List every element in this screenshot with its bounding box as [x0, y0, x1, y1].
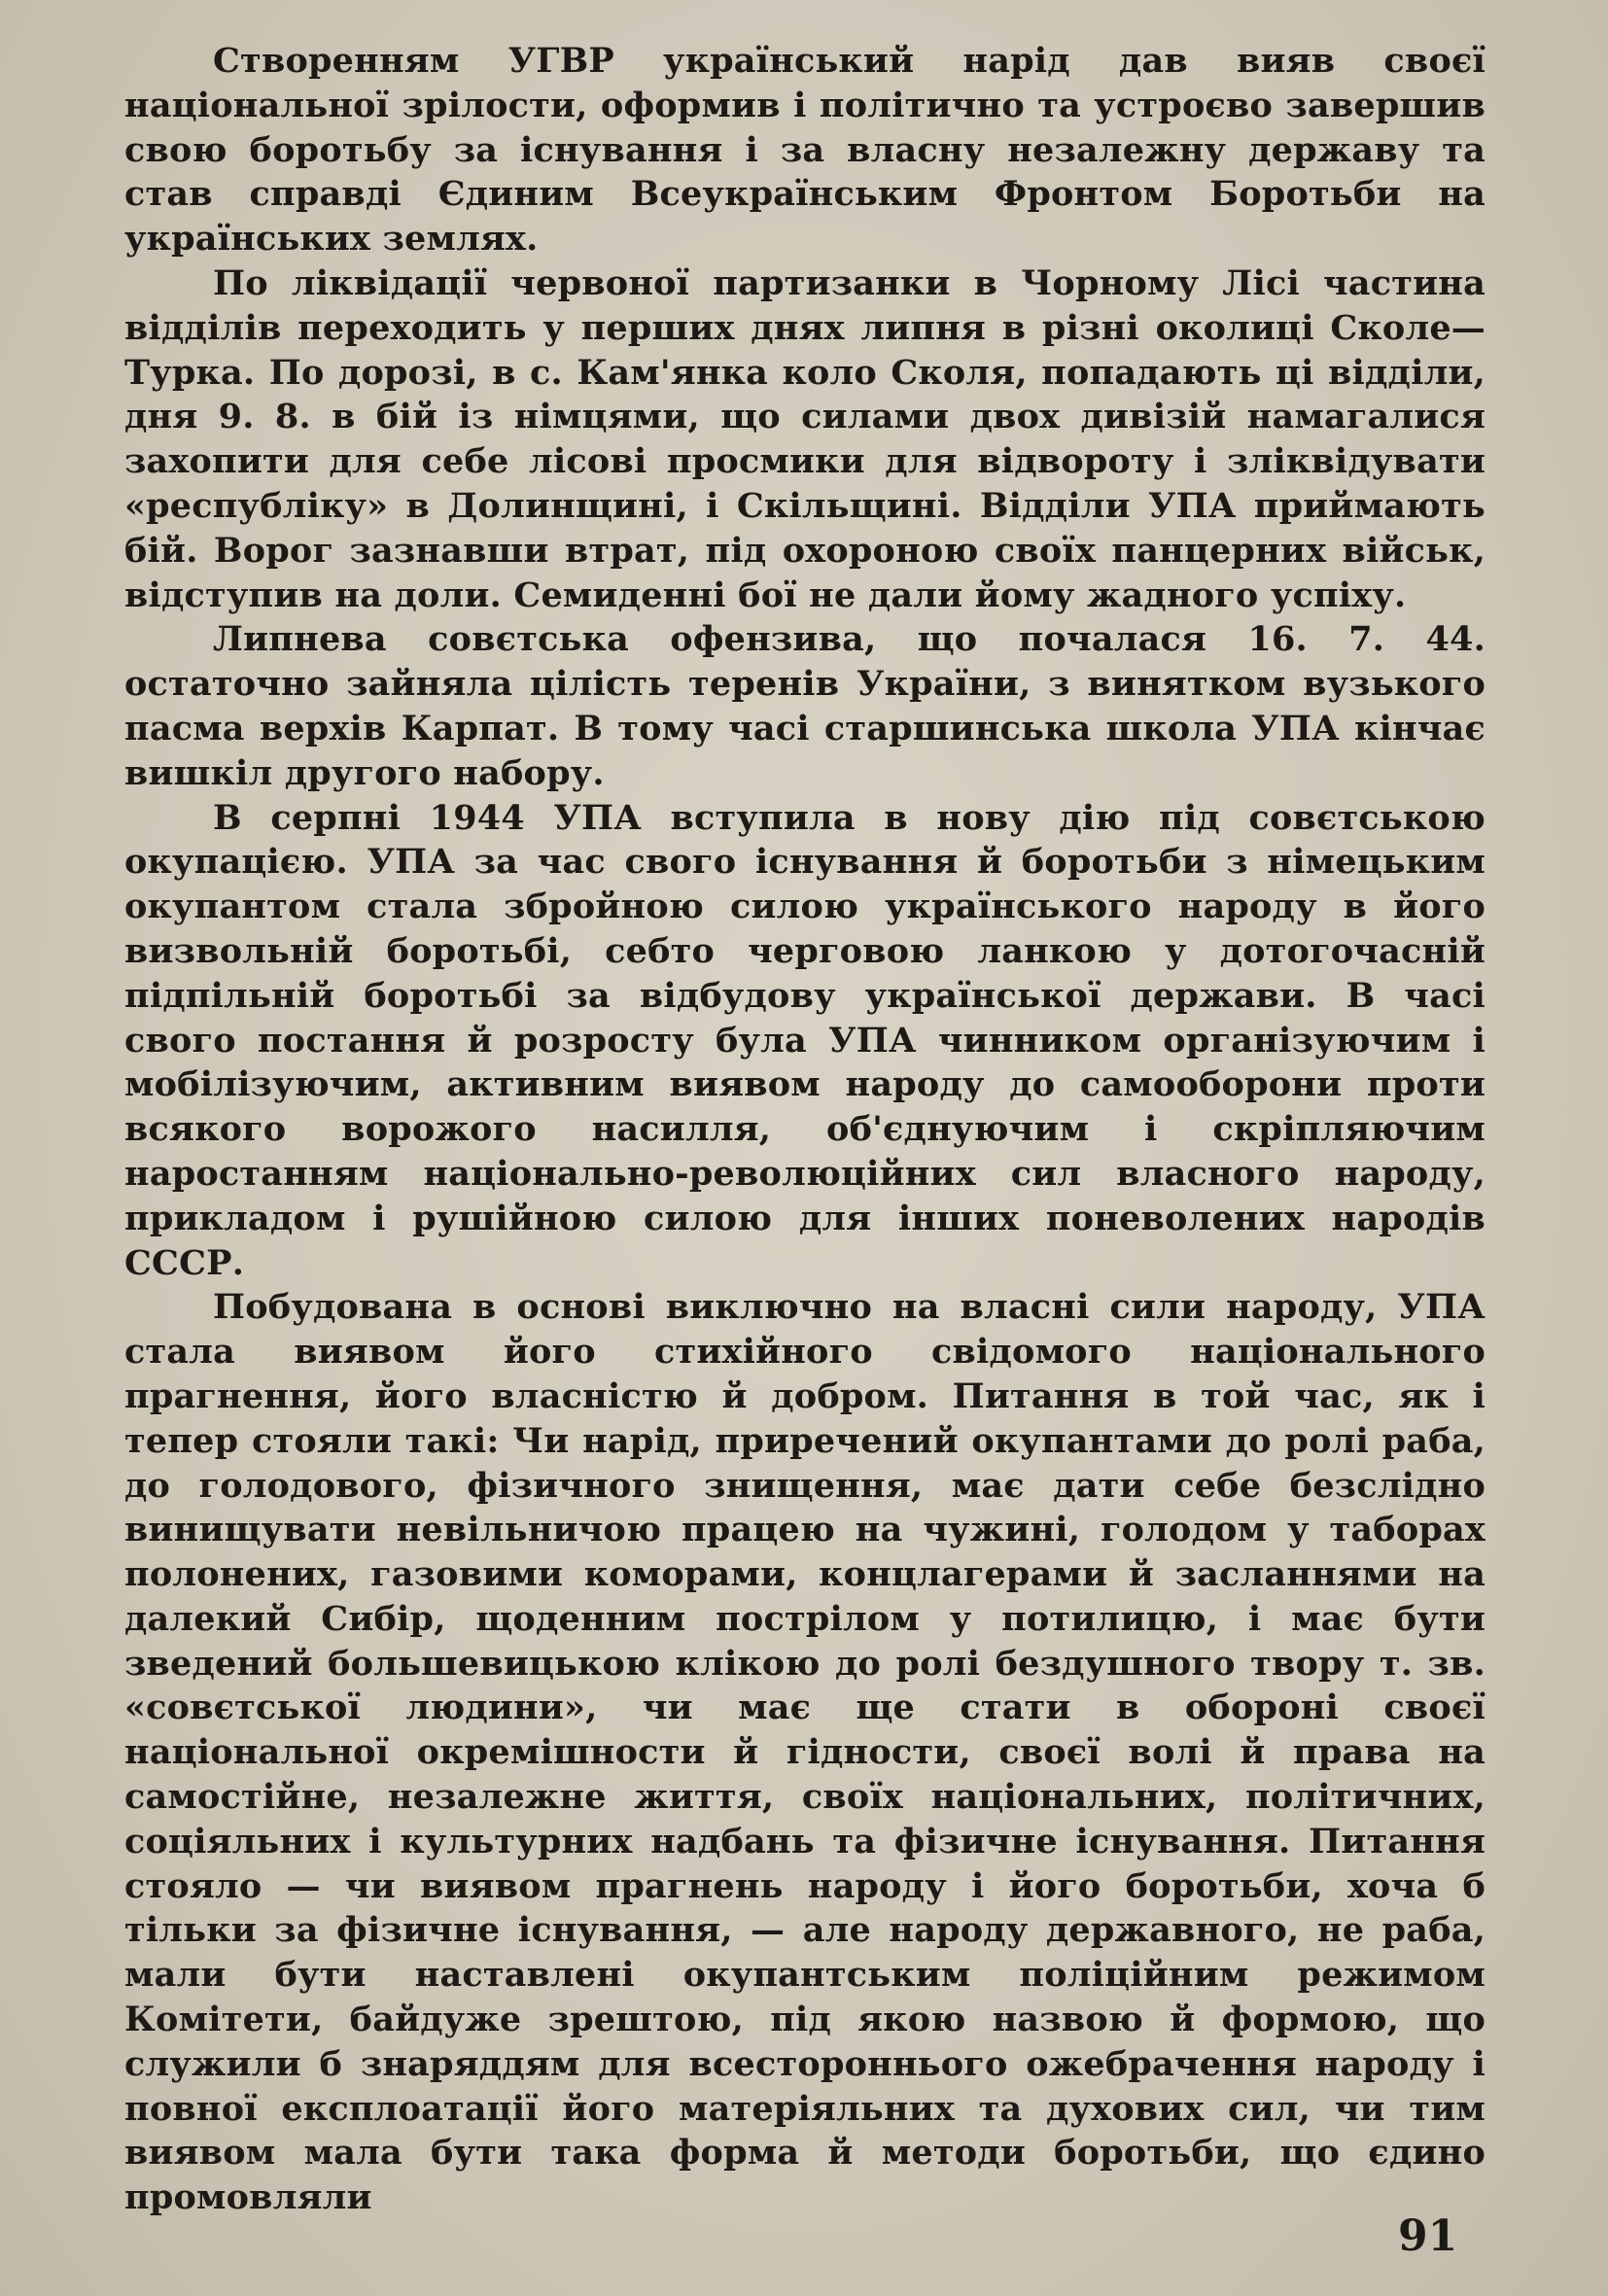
paragraph-2: По ліквідації червоної партизанки в Чорному Лісі частина відділів переходить у перших днях липня в різні околиці Сколе—Турка. По дорозі, в с. Кам'янка коло Сколя, попадають ці відділи, дня 9. 8. в бій із німцями, що силами двох дивізій намагалися захопити для себе лісові просмики для відвороту і зліквідувати «республіку» в Долинщині, і Скільщині. Відділи УПА приймають бій. Ворог зазнавши втрат, під охороною своїх панцерних військ, відступив на доли. Семиденні бої не дали йому жадного успіху.: [124, 262, 1486, 615]
page-number: 91: [1398, 2211, 1458, 2261]
body-text: [124, 39, 1486, 2220]
paragraph-5: Побудована в основі виключно на власні сили народу, УПА стала виявом його стихійного свідомого національного прагнення, його власністю й добром. Питання в той час, як і тепер стояли такі: Чи нарід, приречений окупантами до ролі раба, до голодового, фізичного знищення, має дати себе безслідно винищувати невільничою працею на чужині, голодом у таборах полонених, газовими коморами, концлагерами й засланнями на далекий Сибір, щоденним пострілом у потилицю, і має бути зведений большевицькою клікою до ролі бездушного твору т. зв. «совєтської людини», чи має ще стати в обороні своєї національної окремішности й гідности, своєї волі й права на самостійне, незалежне життя, своїх національних, політичних, соціяльних і культурних надбань та фізичне існування. Питання стояло — чи виявом прагнень народу і його боротьби, хоча б тільки за фізичне існування, — але народу державного, не раба, мали бути наставлені окупантським поліційним режимом Комітети, байдуже зрештою, під якою назвою й формою, що служили б знаряддям для всестороннього ожебрачення народу і повної експлоатації його матеріяльних та духових сил, чи тим виявом мала бути така форма й методи боротьби, що єдино промовляли: [124, 1287, 1486, 2218]
paragraph-3: Липнева совєтська офензива, що почалася 16. 7. 44. остаточно зайняла цілість теренів України, з винятком вузького пасма верхів Карпат. В тому часі старшинська школа УПА кінчає вишкіл другого набору.: [124, 619, 1486, 793]
paragraph-4: В серпні 1944 УПА вступила в нову дію під совєтською окупацією. УПА за час свого існування й боротьби з німецьким окупантом стала збройною силою українського народу в його визвольній боротьбі, себто черговою ланкою у дотогочасній підпільній боротьбі за відбудову української держави. В часі свого постання й розросту була УПА чинником організуючим і мобілізуючим, активним виявом народу до самооборони проти всякого ворожого насилля, об'єднуючим і скріпляючим наростанням національно-революційних сил власного народу, прикладом і рушійною силою для інших поневолених народів СССР.: [124, 797, 1486, 1283]
paragraph-1: Створенням УГВР український нарід дав вияв своєї національної зрілости, оформив і політично та устроєво завершив свою боротьбу за існування і за власну незалежну державу та став справді Єдиним Всеукраїнським Фронтом Боротьби на українських землях.: [124, 41, 1486, 260]
